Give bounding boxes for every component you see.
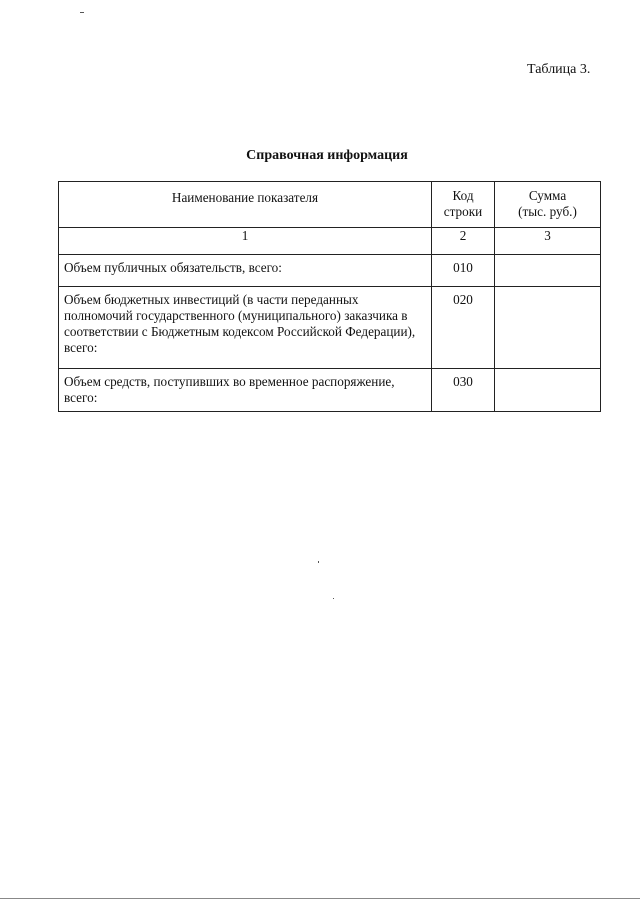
column-number-row <box>59 228 601 255</box>
row-sum <box>495 287 601 369</box>
scan-speck <box>318 561 319 563</box>
header-sum-line-2: (тыс. руб.) <box>518 204 577 219</box>
table-number-label: Таблица 3. <box>527 62 591 77</box>
scan-edge-line <box>0 898 640 899</box>
column-number-3: 3 <box>495 228 601 255</box>
row-code: 010 <box>432 255 495 287</box>
row-indicator-name: Объем средств, поступивших во временное распоряжение, всего: <box>59 369 432 412</box>
column-number-1: 1 <box>59 228 432 255</box>
row-indicator-name: Объем публичных обязательств, всего: <box>59 255 432 287</box>
scan-speck <box>80 12 84 13</box>
header-line-code <box>432 182 495 228</box>
header-indicator-name: Наименование показателя <box>59 182 432 228</box>
table-row <box>59 255 601 287</box>
header-code-line-1: Код <box>452 188 474 203</box>
scan-speck <box>333 598 334 599</box>
row-sum <box>495 255 601 287</box>
page-title: Справочная информация <box>246 148 408 163</box>
table-row <box>59 287 601 369</box>
header-sum <box>495 182 601 228</box>
column-number-2: 2 <box>432 228 495 255</box>
row-code: 030 <box>432 369 495 412</box>
reference-info-table <box>58 181 601 412</box>
table-row <box>59 369 601 412</box>
row-code: 020 <box>432 287 495 369</box>
header-sum-line-1: Сумма <box>528 188 567 203</box>
row-indicator-name: Объем бюджетных инвестиций (в части переданных полномочий государственного (муниципального) заказчика в соответствии с Бюджетным кодексом Российской Федерации), всего: <box>59 287 432 369</box>
row-sum <box>495 369 601 412</box>
header-code-line-2: строки <box>443 204 483 219</box>
table-header-row <box>59 182 601 228</box>
